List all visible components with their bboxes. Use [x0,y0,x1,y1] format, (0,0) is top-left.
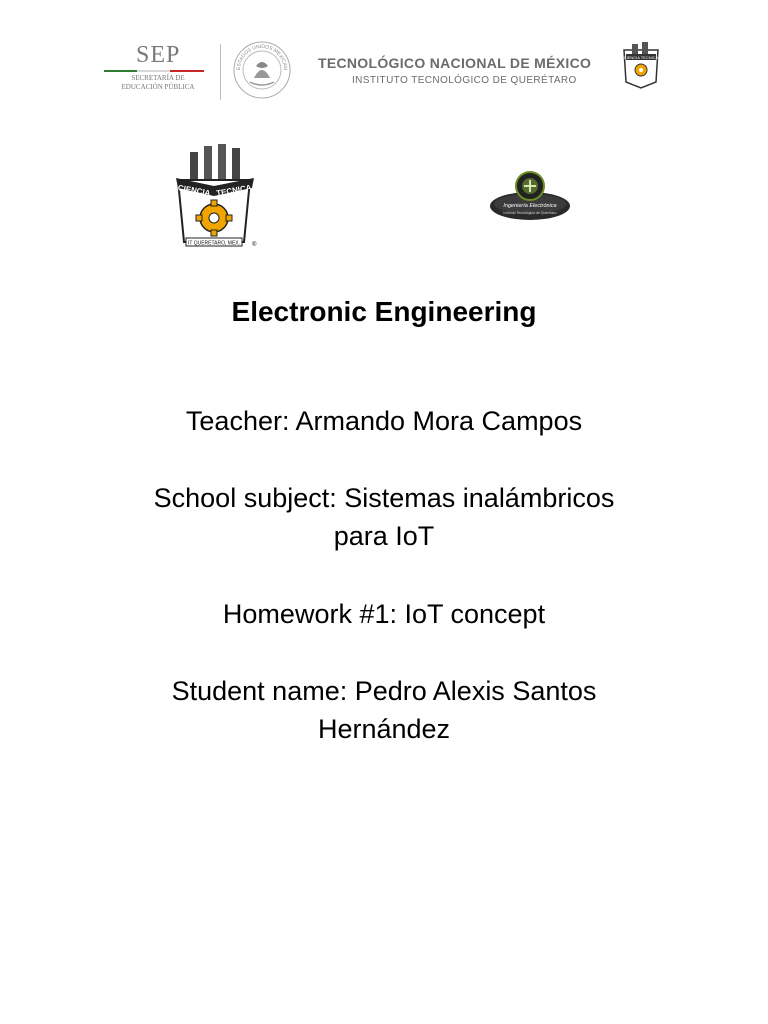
mexico-seal-icon [232,40,292,100]
electronics-dept-logo-icon [488,164,572,226]
sep-logo [104,40,212,96]
student-line-2: Hernández [317,714,451,744]
teacher-line: Teacher: Armando Mora Campos [185,406,583,436]
subject-line-2: para IoT [333,521,435,551]
itq-registered-mark: ® [252,242,257,248]
dept-logo-line1: Ingeniería Electrónica [503,203,557,209]
sep-color-bar [104,70,204,72]
header-divider [220,44,221,100]
itq-banner-left: CIENCIA [177,183,212,198]
tecnm-title: TECNOLÓGICO NACIONAL DE MÉXICO [318,55,592,71]
sep-subtitle-line1: SECRETARÍA DE [131,74,185,82]
itq-footer-text: IT QUERETARO, MEX. [187,240,241,247]
dept-logo-line2: Instituto Tecnológico de Querétaro [503,211,557,215]
sep-subtitle-line2: EDUCACIÓN PÚBLICA [121,83,195,91]
itq-small-logo-text: CIENCIA TECNICA [623,55,659,60]
document-header [0,0,768,110]
document-title: Electronic Engineering [231,296,537,327]
sep-logo-subtitle [112,74,204,92]
tecnm-subtitle: INSTITUTO TECNOLÓGICO DE QUERÉTARO [352,75,577,86]
seal-text: ESTADOS UNIDOS MEXICAN [235,43,289,71]
itq-banner-right: TECNICA [215,182,253,199]
itq-logo-icon [170,142,260,252]
itq-small-logo-icon [620,42,662,90]
subject-line-1: School subject: Sistemas inalámbricos [153,483,615,513]
homework-line: Homework #1: IoT concept [222,599,546,629]
sep-logo-text: SEP [136,42,181,68]
student-line-1: Student name: Pedro Alexis Santos [171,676,597,706]
